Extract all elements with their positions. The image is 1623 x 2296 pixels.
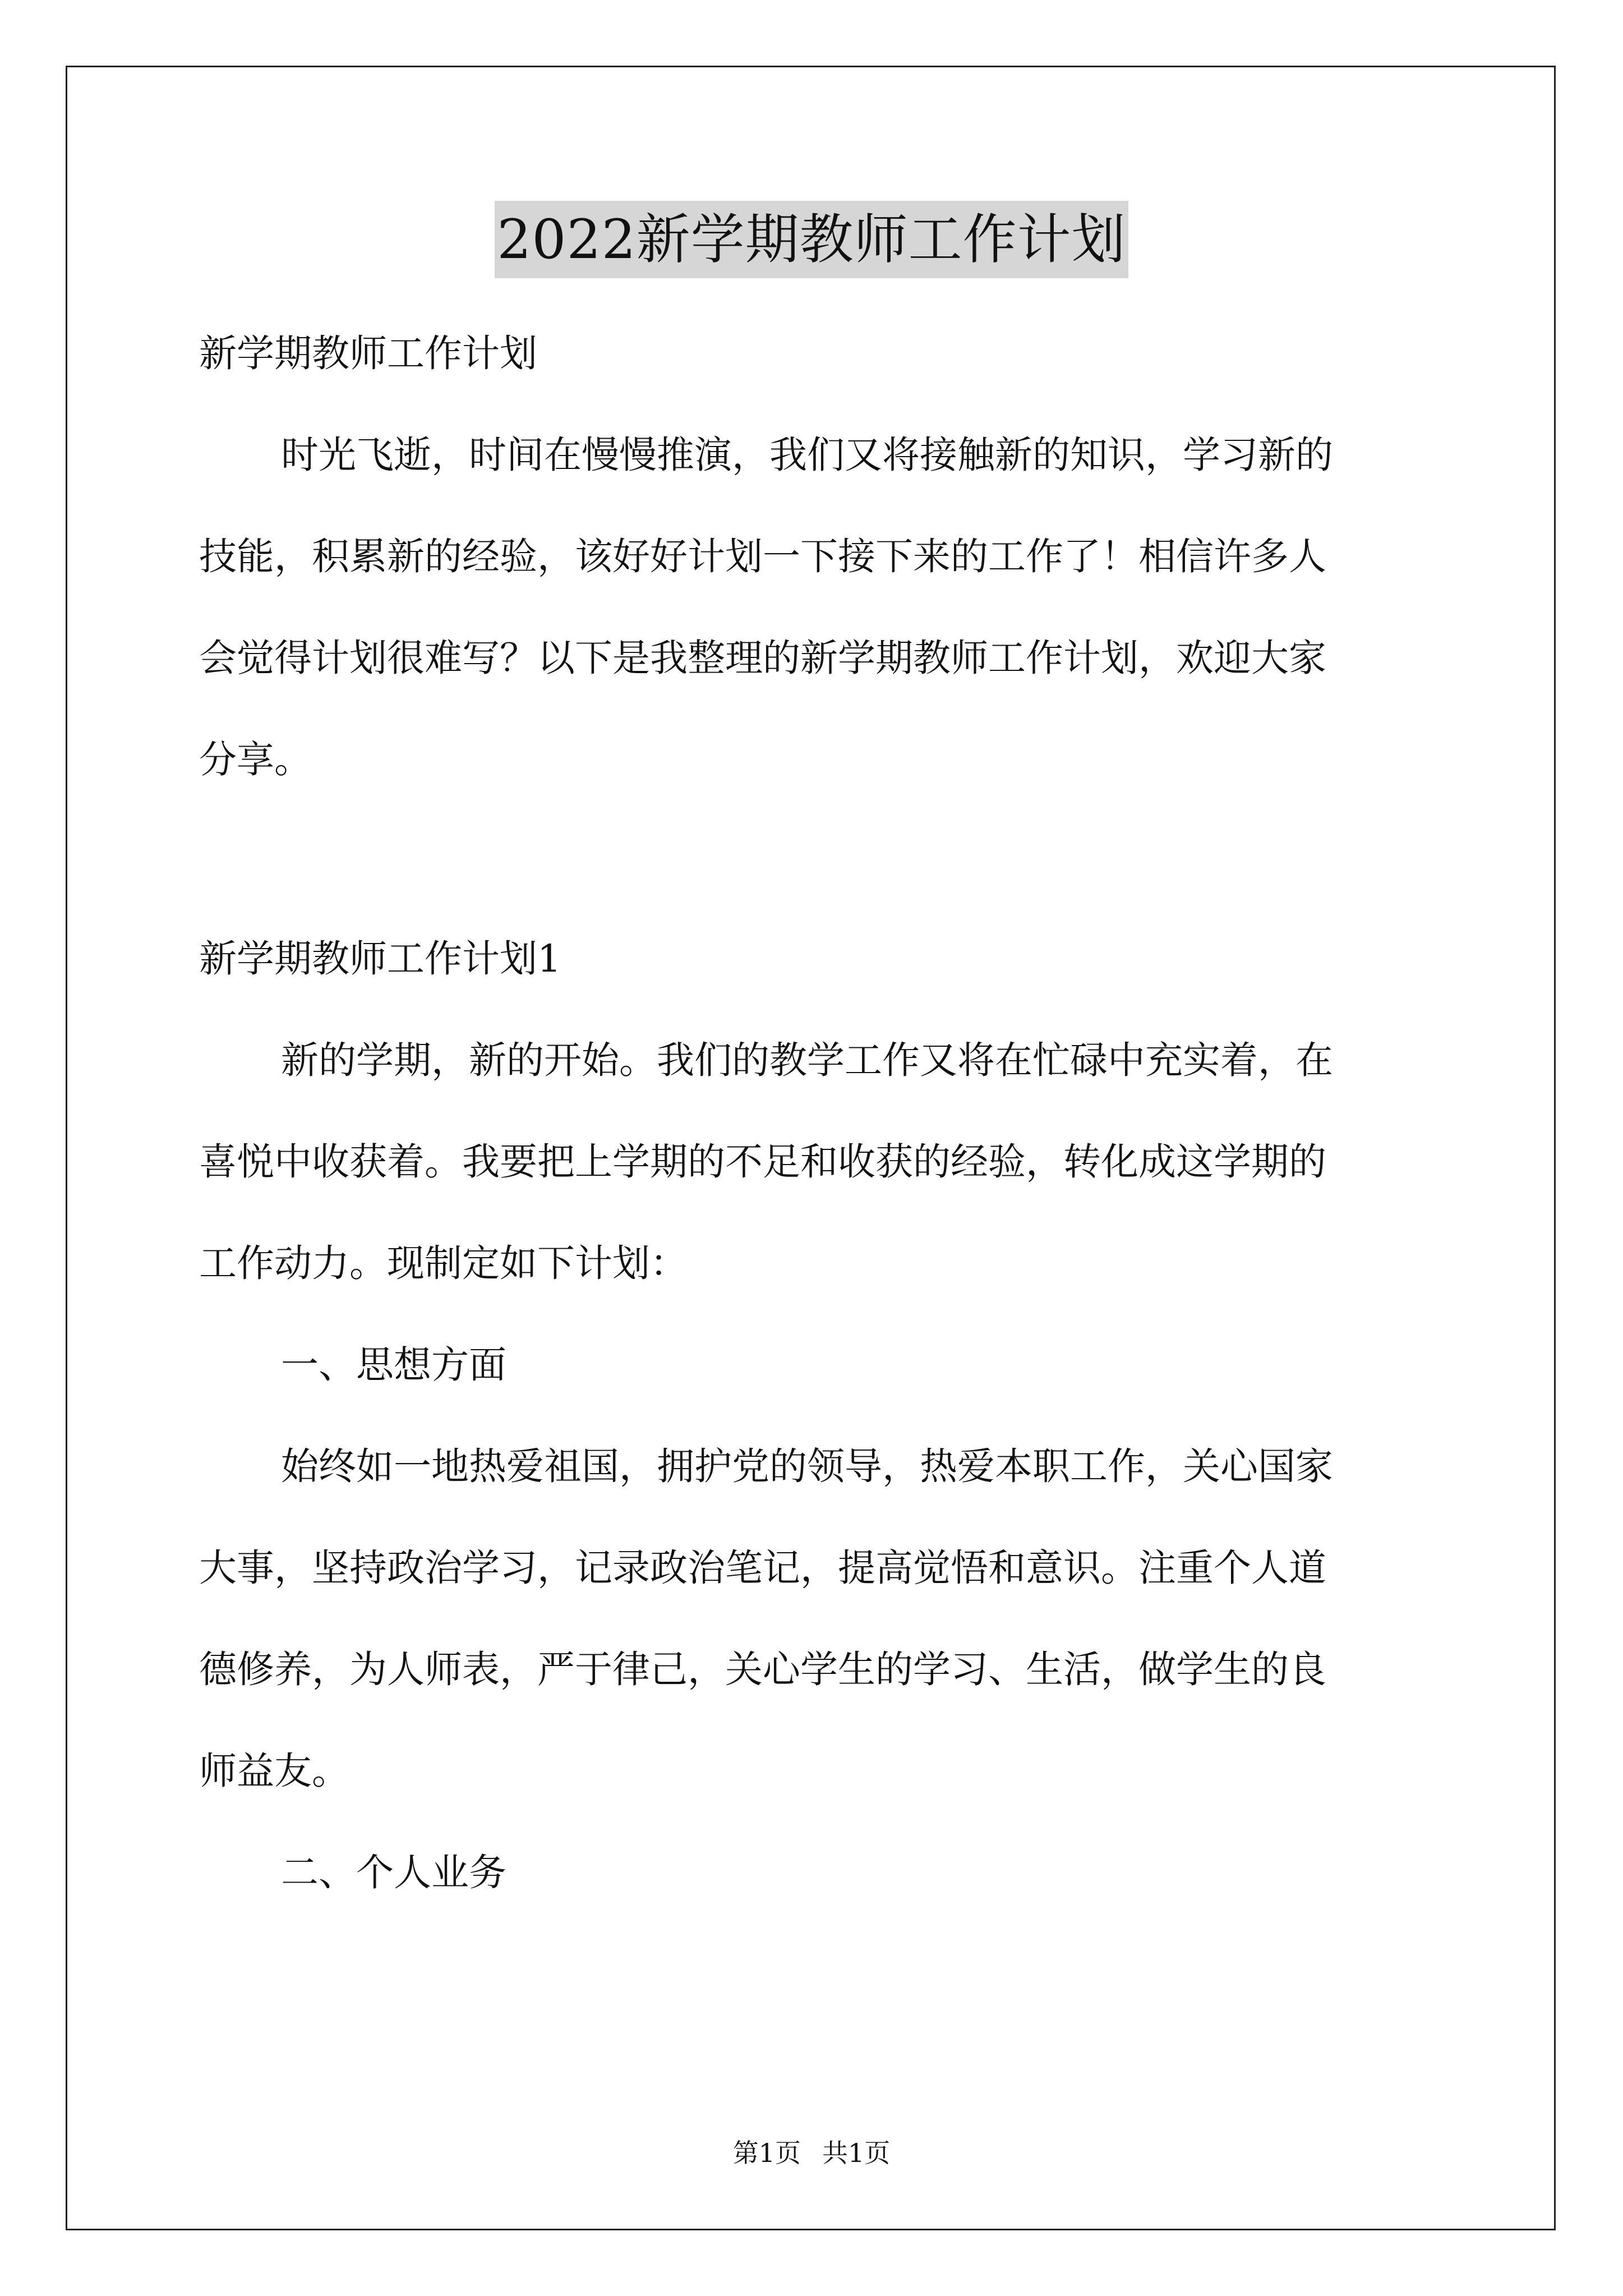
- title-container: [0, 201, 1623, 278]
- intro-line: 会觉得计划很难写？以下是我整理的新学期教师工作计划，欢迎大家: [199, 636, 1326, 680]
- intro-line: 技能，积累新的经验，该好好计划一下接下来的工作了！相信许多人: [199, 535, 1326, 578]
- thought-line: 德修养，为人师表，严于律己，关心学生的学习、生活，做学生的良: [199, 1648, 1326, 1691]
- page-footer: [0, 2136, 1623, 2170]
- section1-line: 新的学期，新的开始。我们的教学工作又将在忙碌中充实着，在: [281, 1038, 1333, 1082]
- thought-line: 始终如一地热爱祖国，拥护党的领导，热爱本职工作，关心国家: [281, 1444, 1333, 1488]
- document-body: [199, 303, 1427, 1924]
- page-total: 共1页: [822, 2138, 891, 2168]
- thought-line: 师益友。: [199, 1749, 349, 1793]
- subtitle: 新学期教师工作计划: [199, 332, 537, 375]
- intro-line: 分享。: [199, 738, 312, 781]
- section1-line: 喜悦中收获着。我要把上学期的不足和收获的经验，转化成这学期的: [199, 1140, 1326, 1184]
- subheading-business: 二、个人业务: [281, 1851, 506, 1894]
- thought-line: 大事，坚持政治学习，记录政治笔记，提高觉悟和意识。注重个人道: [199, 1546, 1326, 1590]
- section-heading: 新学期教师工作计划1: [199, 937, 561, 981]
- paragraph-gap: [199, 811, 1427, 908]
- page-number: 第1页: [732, 2138, 801, 2168]
- intro-line: 时光飞逝，时间在慢慢推演，我们又将接触新的知识，学习新的: [281, 433, 1333, 477]
- subheading-thought: 一、思想方面: [281, 1343, 506, 1387]
- document-title: 2022新学期教师工作计划: [495, 201, 1128, 278]
- section1-line: 工作动力。现制定如下计划：: [199, 1241, 688, 1285]
